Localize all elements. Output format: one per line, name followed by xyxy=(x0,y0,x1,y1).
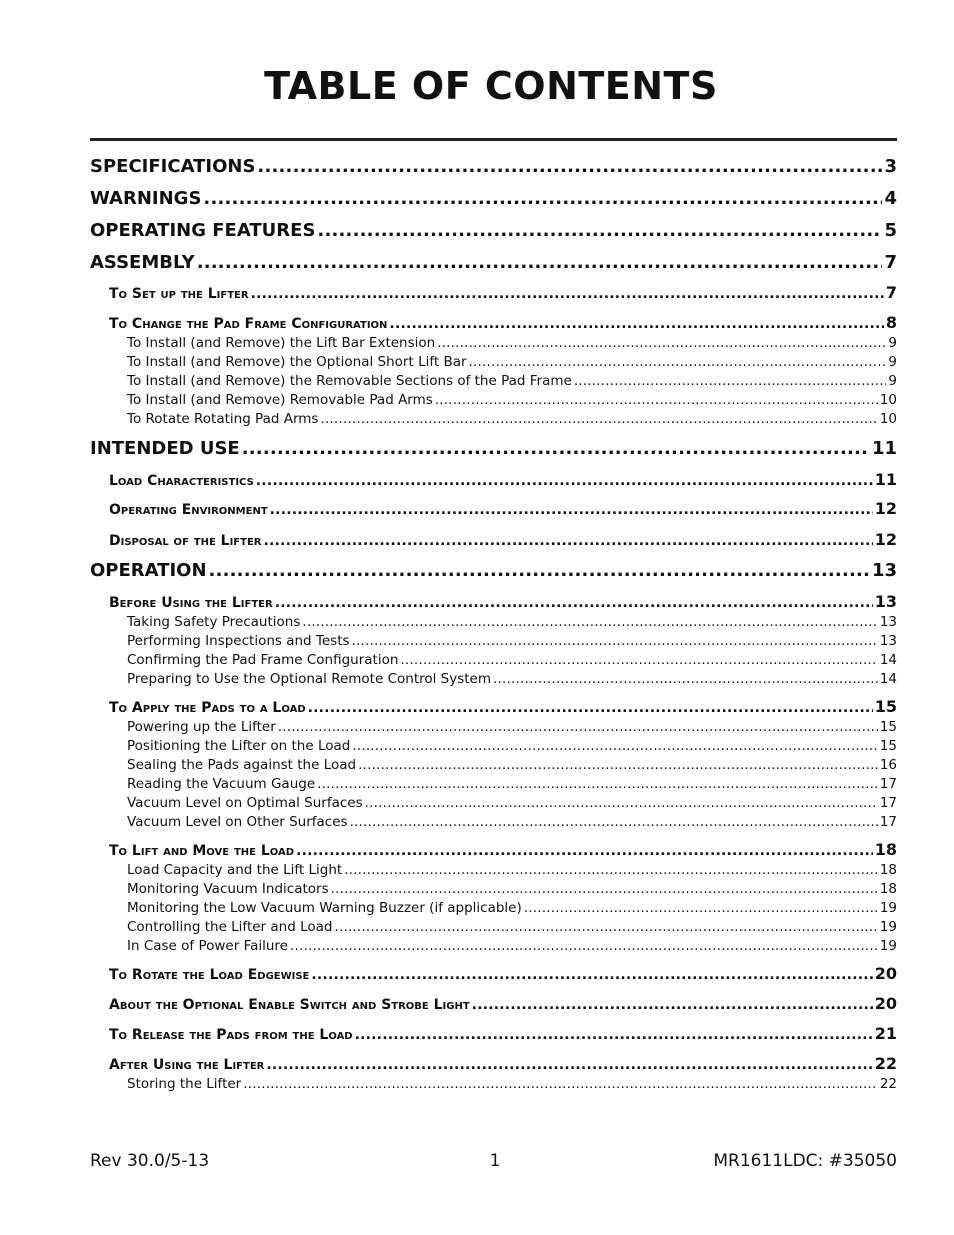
toc-dot-leader xyxy=(352,737,877,755)
toc-entry-label: To Lift and Move the Load xyxy=(109,843,295,859)
toc-entry[interactable] xyxy=(109,1054,897,1074)
toc-entry[interactable] xyxy=(127,1075,897,1093)
toc-entry-label: Vacuum Level on Other Surfaces xyxy=(127,814,348,830)
toc-entry-page: 14 xyxy=(879,671,897,687)
toc-entry-page: 12 xyxy=(874,499,897,518)
toc-entry-label: Monitoring the Low Vacuum Warning Buzzer (if applicable) xyxy=(127,900,522,916)
toc-entry[interactable] xyxy=(109,470,897,490)
toc-dot-leader xyxy=(435,391,878,409)
toc-entry[interactable] xyxy=(109,313,897,333)
toc-entry-label: Reading the Vacuum Gauge xyxy=(127,776,316,792)
toc-entry[interactable] xyxy=(127,613,897,631)
toc-entry-page: 4 xyxy=(884,188,897,209)
toc-entry[interactable] xyxy=(90,220,897,242)
toc-entry[interactable] xyxy=(127,775,897,793)
toc-dot-leader xyxy=(400,651,877,669)
toc-entry-page: 5 xyxy=(884,220,897,241)
toc-entry-page: 18 xyxy=(879,862,897,878)
toc-entry-page: 13 xyxy=(874,592,897,611)
toc-entry-label: To Install (and Remove) the Lift Bar Extension xyxy=(127,335,436,351)
toc-entry[interactable] xyxy=(127,813,897,831)
toc-dot-leader xyxy=(275,593,873,612)
toc-entry-label: Taking Safety Precautions xyxy=(127,614,301,630)
toc-entry-label: Operating Environment xyxy=(109,502,268,518)
toc-entry[interactable] xyxy=(127,410,897,428)
toc-entry-label: To Change the Pad Frame Configuration xyxy=(109,316,388,332)
toc-entry[interactable] xyxy=(127,372,897,390)
toc-entry-page: 9 xyxy=(888,335,897,351)
toc-entry-page: 3 xyxy=(884,156,897,177)
toc-dot-leader xyxy=(350,813,878,831)
toc-dot-leader xyxy=(437,334,886,352)
toc-entry[interactable] xyxy=(90,188,897,210)
toc-dot-leader xyxy=(251,284,884,303)
toc-entry-label: Before Using the Lifter xyxy=(109,595,273,611)
toc-dot-leader xyxy=(256,471,873,490)
toc-entry-page: 10 xyxy=(879,392,897,408)
toc-entry[interactable] xyxy=(109,1024,897,1044)
toc-entry-page: 20 xyxy=(874,994,897,1013)
footer-revision: Rev 30.0/5-13 xyxy=(90,1151,210,1171)
footer-page-number: 1 xyxy=(489,1151,501,1171)
toc-entry[interactable] xyxy=(109,840,897,860)
toc-entry[interactable] xyxy=(109,994,897,1014)
toc-entry[interactable] xyxy=(127,937,897,955)
toc-entry-label: To Rotate the Load Edgewise xyxy=(109,967,310,983)
toc-dot-leader xyxy=(242,438,870,460)
toc-entry[interactable] xyxy=(127,737,897,755)
toc-entry-label: SPECIFICATIONS xyxy=(90,156,256,177)
toc-entry[interactable] xyxy=(90,438,897,460)
toc-dot-leader xyxy=(266,1055,872,1074)
toc-entry[interactable] xyxy=(127,391,897,409)
toc-entry[interactable] xyxy=(109,499,897,519)
toc-dot-leader xyxy=(308,698,873,717)
toc-dot-leader xyxy=(278,718,878,736)
toc-entry-page: 9 xyxy=(888,354,897,370)
toc-dot-leader xyxy=(389,314,883,333)
toc-entry-page: 17 xyxy=(879,795,897,811)
toc-entry-label: To Rotate Rotating Pad Arms xyxy=(127,411,319,427)
toc-entry[interactable] xyxy=(90,560,897,582)
toc-dot-leader xyxy=(320,410,877,428)
toc-entry-page: 9 xyxy=(888,373,897,389)
toc-entry[interactable] xyxy=(109,697,897,717)
toc-entry-label: To Install (and Remove) the Removable Sections of the Pad Frame xyxy=(127,373,572,389)
toc-entry-page: 13 xyxy=(879,614,897,630)
toc-dot-leader xyxy=(270,500,873,519)
toc-entry-label: To Set up the Lifter xyxy=(109,286,249,302)
toc-entry-label: INTENDED USE xyxy=(90,438,240,459)
toc-entry[interactable] xyxy=(127,651,897,669)
toc-entry[interactable] xyxy=(127,861,897,879)
toc-dot-leader xyxy=(469,353,887,371)
toc-dot-leader xyxy=(311,965,872,984)
toc-entry-page: 14 xyxy=(879,652,897,668)
toc-dot-leader xyxy=(317,220,882,242)
toc-entry-page: 18 xyxy=(879,881,897,897)
toc-entry-page: 7 xyxy=(884,252,897,273)
page-title: TABLE OF CONTENTS xyxy=(264,64,718,108)
toc-entry-page: 8 xyxy=(885,313,897,332)
toc-dot-leader xyxy=(331,880,878,898)
toc-entry-label: Confirming the Pad Frame Configuration xyxy=(127,652,399,668)
toc-entry[interactable] xyxy=(127,353,897,371)
toc-entry-page: 19 xyxy=(879,919,897,935)
toc-entry-label: About the Optional Enable Switch and Strobe Light xyxy=(109,997,470,1013)
toc-dot-leader xyxy=(296,841,873,860)
toc-entry-page: 20 xyxy=(874,964,897,983)
toc-entry-label: To Install (and Remove) the Optional Short Lift Bar xyxy=(127,354,467,370)
toc-entry-label: Storing the Lifter xyxy=(127,1076,242,1092)
toc-entry-label: Powering up the Lifter xyxy=(127,719,276,735)
toc-entry-page: 19 xyxy=(879,900,897,916)
toc-entry[interactable] xyxy=(127,918,897,936)
toc-dot-leader xyxy=(243,1075,878,1093)
toc-entry-label: Load Capacity and the Lift Light xyxy=(127,862,343,878)
toc-entry[interactable] xyxy=(127,880,897,898)
toc-dot-leader xyxy=(574,372,887,390)
toc-dot-leader xyxy=(203,188,882,210)
toc-entry[interactable] xyxy=(109,530,897,550)
toc-dot-leader xyxy=(197,252,883,274)
toc-entry[interactable] xyxy=(127,632,897,650)
toc-entry[interactable] xyxy=(109,283,897,303)
toc-entry-label: WARNINGS xyxy=(90,188,202,209)
toc-entry[interactable] xyxy=(109,592,897,612)
toc-entry-page: 18 xyxy=(874,840,897,859)
toc-entry-label: To Apply the Pads to a Load xyxy=(109,700,306,716)
toc-entry-label: Controlling the Lifter and Load xyxy=(127,919,333,935)
toc-dot-leader xyxy=(352,632,878,650)
toc-entry-page: 16 xyxy=(879,757,897,773)
footer-document-id: MR1611LDC: #35050 xyxy=(713,1151,897,1171)
toc-entry-label: To Release the Pads from the Load xyxy=(109,1027,353,1043)
toc-dot-leader xyxy=(355,1025,873,1044)
toc-dot-leader xyxy=(472,995,873,1014)
toc-entry-label: Preparing to Use the Optional Remote Control System xyxy=(127,671,492,687)
toc-entry-page: 15 xyxy=(879,738,897,754)
toc-entry-label: Vacuum Level on Optimal Surfaces xyxy=(127,795,363,811)
toc-entry-label: Disposal of the Lifter xyxy=(109,533,262,549)
toc-entry-label: Performing Inspections and Tests xyxy=(127,633,350,649)
toc-entry-page: 22 xyxy=(879,1076,897,1092)
toc-entry[interactable] xyxy=(127,334,897,352)
toc-entry-page: 17 xyxy=(879,814,897,830)
toc-entry[interactable] xyxy=(127,794,897,812)
toc-entry-page: 12 xyxy=(874,530,897,549)
toc-entry-label: Load Characteristics xyxy=(109,473,254,489)
toc-dot-leader xyxy=(317,775,878,793)
toc-entry-page: 10 xyxy=(879,411,897,427)
toc-dot-leader xyxy=(264,531,873,550)
toc-entry-label: Monitoring Vacuum Indicators xyxy=(127,881,329,897)
toc-entry-page: 7 xyxy=(885,283,897,302)
toc-entry[interactable] xyxy=(109,964,897,984)
toc-dot-leader xyxy=(344,861,878,879)
toc-entry-label: Sealing the Pads against the Load xyxy=(127,757,357,773)
toc-dot-leader xyxy=(209,560,870,582)
toc-dot-leader xyxy=(524,899,878,917)
toc-entry-page: 17 xyxy=(879,776,897,792)
toc-entry-page: 22 xyxy=(874,1054,897,1073)
toc-entry-label: OPERATION xyxy=(90,560,207,581)
toc-entry[interactable] xyxy=(127,756,897,774)
toc-dot-leader xyxy=(334,918,877,936)
toc-entry-label: After Using the Lifter xyxy=(109,1057,265,1073)
toc-entry-page: 15 xyxy=(874,697,897,716)
toc-entry-page: 13 xyxy=(871,560,897,581)
toc-entry[interactable] xyxy=(90,156,897,178)
toc-entry-label: To Install (and Remove) Removable Pad Arms xyxy=(127,392,433,408)
toc-entry-page: 11 xyxy=(874,470,897,489)
toc-entry-page: 15 xyxy=(879,719,897,735)
toc-dot-leader xyxy=(302,613,877,631)
toc-entry-page: 21 xyxy=(874,1024,897,1043)
toc-dot-leader xyxy=(257,156,882,178)
toc-entry-page: 19 xyxy=(879,938,897,954)
toc-entry-label: ASSEMBLY xyxy=(90,252,195,273)
toc-entry[interactable] xyxy=(127,899,897,917)
toc-dot-leader xyxy=(365,794,878,812)
toc-dot-leader xyxy=(493,670,878,688)
toc-entry[interactable] xyxy=(127,718,897,736)
toc-dot-leader xyxy=(290,937,878,955)
toc-entry-label: OPERATING FEATURES xyxy=(90,220,316,241)
toc-entry-page: 11 xyxy=(871,438,897,459)
toc-entry[interactable] xyxy=(90,252,897,274)
toc-entry-label: Positioning the Lifter on the Load xyxy=(127,738,351,754)
toc-entry-label: In Case of Power Failure xyxy=(127,938,288,954)
toc-dot-leader xyxy=(358,756,878,774)
toc-entry[interactable] xyxy=(127,670,897,688)
toc-entry-page: 13 xyxy=(879,633,897,649)
